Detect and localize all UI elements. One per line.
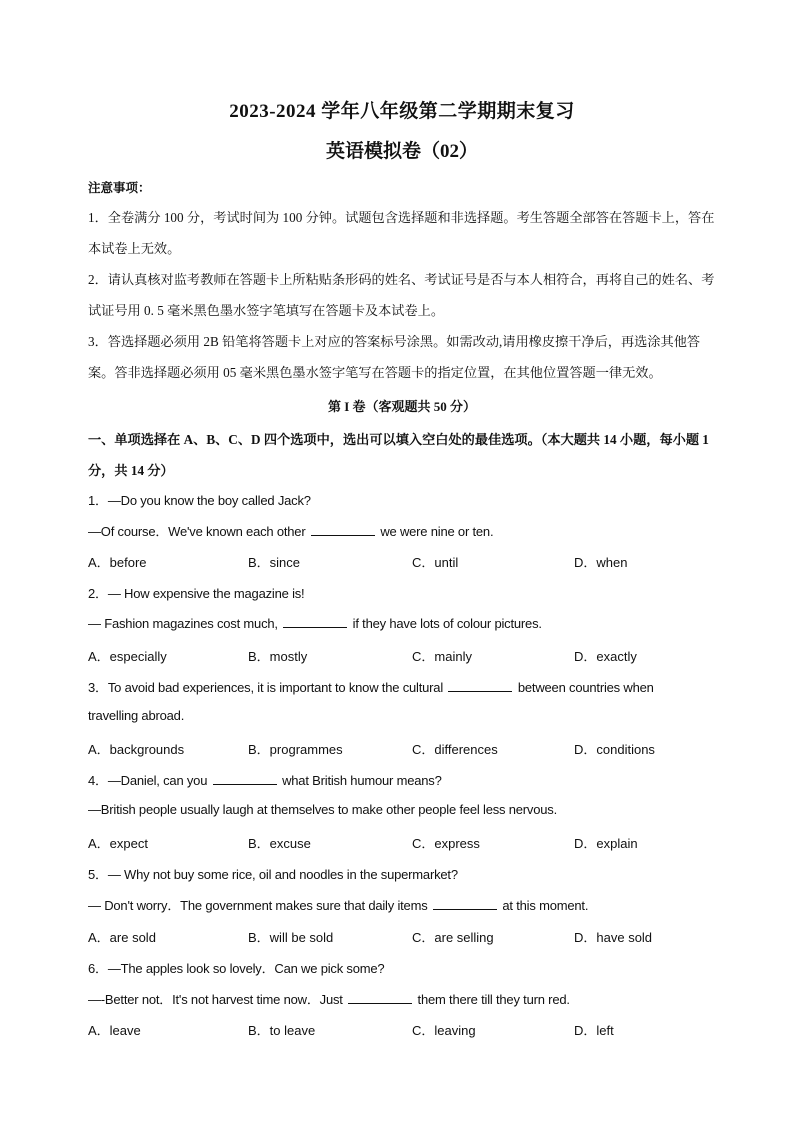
question-text: — Don't worry．The government makes sure that daily items bbox=[88, 898, 428, 913]
question-text: we were nine or ten. bbox=[380, 524, 494, 539]
question-3-options bbox=[88, 739, 716, 759]
answer-blank bbox=[448, 679, 512, 692]
option-c: C．leaving bbox=[412, 1023, 476, 1038]
option-d: D．explain bbox=[574, 836, 638, 851]
question-2-options bbox=[88, 646, 716, 666]
answer-blank bbox=[311, 523, 375, 536]
option-b: B．will be sold bbox=[248, 930, 334, 945]
exam-title: 2023-2024 学年八年级第二学期期末复习 bbox=[229, 101, 575, 122]
option-a: A．especially bbox=[88, 649, 167, 664]
question-4-line-2: —British people usually laugh at themselves to make other people feel less nervous. bbox=[88, 802, 558, 817]
question-text: —Of course．We've known each other bbox=[88, 524, 306, 539]
question-text: —-Better not．It's not harvest time now．Just bbox=[88, 992, 343, 1007]
question-1-line-2 bbox=[88, 521, 493, 540]
option-a: A．are sold bbox=[88, 930, 156, 945]
answer-blank bbox=[213, 772, 277, 785]
option-b: B．excuse bbox=[248, 836, 311, 851]
answer-blank bbox=[348, 991, 412, 1004]
exam-subtitle: 英语模拟卷（02） bbox=[325, 141, 478, 162]
question-6-line-1: 6．—The apples look so lovely．Can we pick some? bbox=[88, 961, 385, 976]
option-b: B．programmes bbox=[248, 742, 343, 757]
question-text: 4．—Daniel, can you bbox=[88, 773, 208, 788]
option-d: D．when bbox=[574, 555, 628, 570]
answer-blank bbox=[433, 897, 497, 910]
option-c: C．express bbox=[412, 836, 480, 851]
option-c: C．mainly bbox=[412, 649, 472, 664]
question-6-line-2 bbox=[88, 989, 570, 1008]
question-text: 3．To avoid bad experiences, it is important to know the cultural bbox=[88, 680, 444, 695]
option-b: B．to leave bbox=[248, 1023, 316, 1038]
option-d: D．conditions bbox=[574, 742, 655, 757]
option-b: B．mostly bbox=[248, 649, 308, 664]
option-d: D．have sold bbox=[574, 930, 653, 945]
notice-item-3: 3．答选择题必须用 2B 铅笔将答题卡上对应的答案标号涂黑。如需改动,请用橡皮擦干净后，再选涂其他答案。答非选择题必须用 05 毫米黑色墨水签字笔写在答题卡的指定位置，在其他位置答题一律无效。 bbox=[88, 334, 701, 380]
question-4-options bbox=[88, 833, 716, 853]
question-1-options bbox=[88, 552, 716, 572]
question-1-line-1: 1．—Do you know the boy called Jack? bbox=[88, 493, 311, 508]
question-4-line-1 bbox=[88, 770, 442, 789]
question-5-line-2 bbox=[88, 895, 588, 914]
question-text: what British humour means? bbox=[282, 773, 442, 788]
option-a: A．expect bbox=[88, 836, 148, 851]
option-a: A．before bbox=[88, 555, 147, 570]
option-d: D．left bbox=[574, 1023, 614, 1038]
question-text: between countries when bbox=[517, 680, 654, 695]
question-2-line-1: 2．— How expensive the magazine is! bbox=[88, 586, 305, 601]
notice-heading: 注意事项： bbox=[88, 181, 151, 195]
option-b: B．since bbox=[248, 555, 301, 570]
option-c: C．are selling bbox=[412, 930, 494, 945]
option-a: A．backgrounds bbox=[88, 742, 185, 757]
option-a: A．leave bbox=[88, 1023, 141, 1038]
question-5-options bbox=[88, 927, 716, 947]
question-text: if they have lots of colour pictures. bbox=[352, 616, 542, 631]
question-text: at this moment. bbox=[502, 898, 589, 913]
option-c: C．until bbox=[412, 555, 459, 570]
notice-item-1: 1．全卷满分 100 分，考试时间为 100 分钟。试题包含选择题和非选择题。考生答题全部答在答题卡上，答在本试卷上无效。 bbox=[88, 210, 715, 256]
question-text: them there till they turn red. bbox=[417, 992, 570, 1007]
option-d: D．exactly bbox=[574, 649, 637, 664]
option-c: C．differences bbox=[412, 742, 498, 757]
question-3-line-2: travelling abroad. bbox=[88, 708, 185, 723]
answer-blank bbox=[283, 615, 347, 628]
part-heading: 一、单项选择在 A、B、C、D 四个选项中，选出可以填入空白处的最佳选项。（本大题共 14 小题，每小题 1 分，共 14 分） bbox=[88, 432, 709, 478]
question-6-options bbox=[88, 1020, 716, 1040]
question-5-line-1: 5．— Why not buy some rice, oil and noodles in the supermarket? bbox=[88, 867, 458, 882]
question-2-line-2 bbox=[88, 615, 542, 631]
notice-item-2: 2．请认真核对监考教师在答题卡上所粘贴条形码的姓名、考试证号是否与本人相符合，再将自己的姓名、考试证号用 0. 5 毫米黑色墨水签字笔填写在答题卡及本试卷上。 bbox=[88, 272, 715, 318]
section-title: 第 I 卷（客观题共 50 分） bbox=[327, 399, 477, 414]
question-text: — Fashion magazines cost much, bbox=[88, 616, 278, 631]
question-3-line-1 bbox=[88, 677, 654, 696]
